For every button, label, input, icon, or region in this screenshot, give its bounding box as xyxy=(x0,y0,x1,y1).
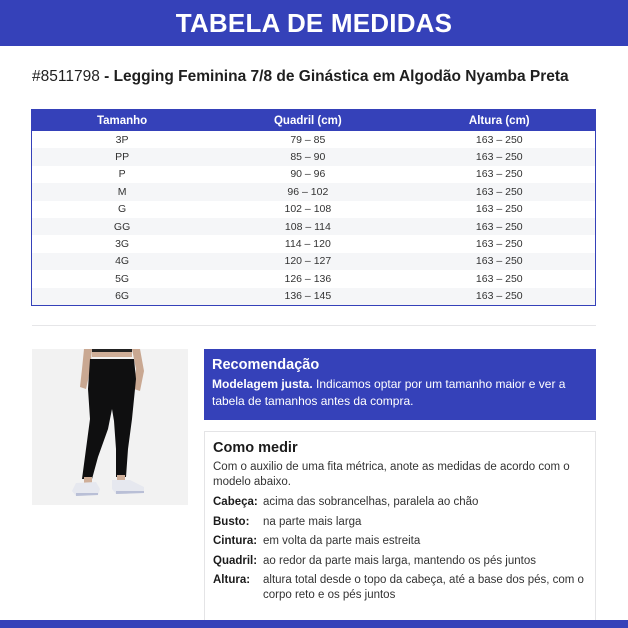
cell-size: 3G xyxy=(115,238,130,251)
cell-hip: 85 – 90 xyxy=(212,148,403,165)
cell-size: G xyxy=(117,203,127,216)
cell-size: 5G xyxy=(115,272,130,285)
product-title xyxy=(32,68,569,86)
measure-item-altura xyxy=(213,573,587,603)
measure-item-cintura xyxy=(213,534,587,549)
header-banner xyxy=(0,0,628,46)
cell-size: GG xyxy=(32,218,212,235)
cell-height: 163 – 250 xyxy=(475,238,523,251)
cell-height: 163 – 250 xyxy=(404,253,595,270)
cell-hip: 126 – 136 xyxy=(284,272,332,285)
cell-height: 163 – 250 xyxy=(404,148,595,165)
cell-hip: 120 – 127 xyxy=(212,253,403,270)
header-quadril: Quadril (cm) xyxy=(212,110,403,131)
measure-label: Busto: xyxy=(213,515,250,528)
cell-height: 163 – 250 xyxy=(475,272,523,285)
how-to-measure-intro: Com o auxilio de uma fita métrica, anote as medidas de acordo com o modelo abaixo. xyxy=(213,461,570,488)
cell-hip: 90 – 96 xyxy=(290,168,326,181)
cell-height: 163 – 250 xyxy=(475,168,523,181)
recommendation-text xyxy=(212,376,588,410)
cell-size: 6G xyxy=(32,288,212,305)
measure-item-quadril xyxy=(213,554,587,569)
measure-text: em volta da parte mais estreita xyxy=(263,535,421,547)
cell-height: 163 – 250 xyxy=(404,183,595,200)
legging-model-illustration xyxy=(32,349,188,505)
header-altura: Altura (cm) xyxy=(404,110,595,131)
cell-hip: 114 – 120 xyxy=(284,238,331,251)
cell-size: M xyxy=(32,183,212,200)
measure-label: Cabeça: xyxy=(213,496,258,508)
cell-height: 163 – 250 xyxy=(404,288,595,305)
measure-text: acima das sobrancelhas, paralela ao chão xyxy=(263,496,479,508)
measure-text: altura total desde o topo da cabeça, até a base dos pés, com o corpo reto e os pés juntos xyxy=(263,574,584,601)
table-row xyxy=(32,235,595,252)
cell-size: PP xyxy=(32,148,212,165)
page-title: TABELA DE MEDIDAS xyxy=(175,7,453,38)
section-divider xyxy=(32,325,596,326)
product-separator: - xyxy=(99,68,114,85)
recommendation-body: Indicamos optar por um tamanho maior e ver a tabela de tamanhos antes da compra. xyxy=(212,377,566,408)
how-to-measure-title: Como medir xyxy=(213,440,298,456)
table-row xyxy=(32,270,595,287)
product-photo xyxy=(32,349,188,505)
product-name: Legging Feminina 7/8 de Ginástica em Algodão Nyamba Preta xyxy=(113,68,569,85)
measure-label: Altura: xyxy=(213,574,251,586)
cell-hip: 102 – 108 xyxy=(284,203,332,216)
cell-size: 4G xyxy=(32,253,212,270)
measure-text: ao redor da parte mais larga, mantendo os pés juntos xyxy=(263,554,536,567)
product-sku: #8511798 xyxy=(32,68,100,85)
cell-hip: 96 – 102 xyxy=(212,183,403,200)
header-tamanho: Tamanho xyxy=(32,110,212,131)
table-row xyxy=(32,131,595,148)
measure-item-cabeca xyxy=(213,495,587,510)
measure-label: Cintura: xyxy=(213,535,258,547)
table-row xyxy=(32,253,595,270)
recommendation-box xyxy=(204,349,596,420)
measure-text: na parte mais larga xyxy=(263,515,362,528)
table-row xyxy=(32,201,595,218)
cell-size: 3P xyxy=(115,133,129,146)
table-row xyxy=(32,166,595,183)
measure-item-busto xyxy=(213,515,587,530)
size-table xyxy=(31,109,596,306)
how-to-measure-box xyxy=(204,431,596,628)
cell-hip: 79 – 85 xyxy=(290,133,326,146)
table-row xyxy=(32,148,595,165)
cell-hip: 136 – 145 xyxy=(212,288,403,305)
measure-label: Quadril: xyxy=(213,554,258,567)
cell-height: 163 – 250 xyxy=(475,203,523,216)
cell-height: 163 – 250 xyxy=(475,133,523,146)
footer-bar xyxy=(0,620,628,628)
cell-size: P xyxy=(118,168,126,181)
recommendation-title: Recomendação xyxy=(212,357,320,373)
table-header-row xyxy=(32,110,595,131)
cell-height: 163 – 250 xyxy=(404,218,595,235)
table-row xyxy=(32,183,595,200)
cell-hip: 108 – 114 xyxy=(212,218,403,235)
table-row xyxy=(32,218,595,235)
recommendation-bold: Modelagem justa. xyxy=(212,377,313,391)
table-row xyxy=(32,288,595,305)
